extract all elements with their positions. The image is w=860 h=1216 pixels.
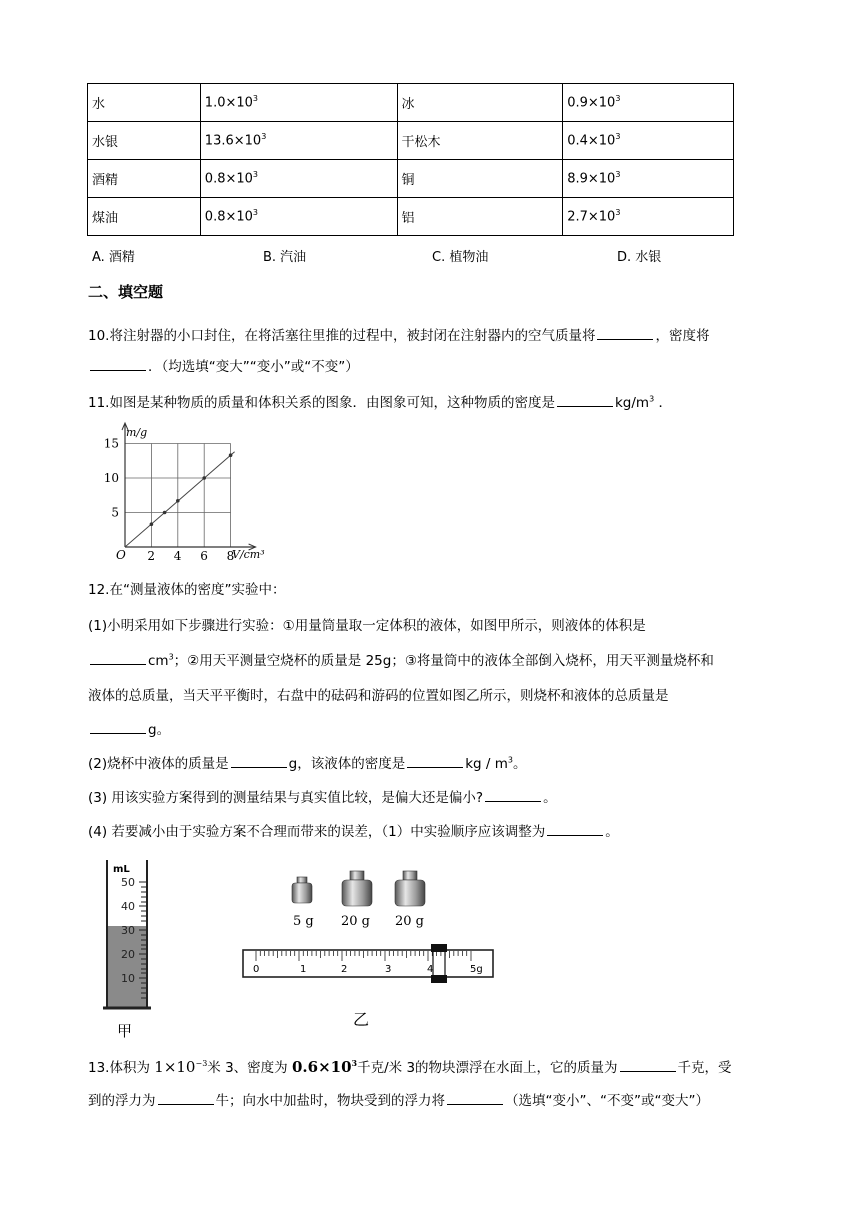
y-tick-label: 10 [103, 471, 119, 485]
y-tick-label: 5 [111, 505, 119, 520]
q13-text: 13.体积为 [88, 1060, 150, 1076]
q13-line1 [88, 1056, 732, 1076]
q12-p1-line4 [88, 718, 170, 738]
option-b: B. 汽油 [263, 250, 307, 265]
q10-text: 10.将注射器的小口封住，在将活塞往里推的过程中，被封闭在注射器内的空气质量将 [88, 328, 596, 344]
chart-grid [125, 444, 231, 548]
scale-label: 5g [470, 964, 483, 975]
section-title: 二、填空题 [88, 283, 164, 301]
answer-blank [90, 721, 146, 734]
q11-text: 11.如图是某种物质的质量和体积关系的图象．由图象可知，这种物质的密度是 [88, 395, 555, 411]
answer-blank [231, 755, 287, 768]
q10-line2 [88, 355, 359, 375]
table-cell: $1.0\times 10^3$ [200, 84, 397, 122]
scale-label: 2 [341, 964, 348, 975]
q13-exp: −3 [195, 1059, 208, 1068]
chart-axes [122, 423, 256, 550]
answer-blank [547, 823, 603, 836]
table-cell: $0.8\times 10^3$ [200, 198, 397, 236]
table-row [88, 160, 734, 198]
q12-text: (4) 若要减小由于实验方案不合理而带来的误差，（1）中实验顺序应该调整为 [88, 824, 546, 840]
scale-label: 4 [427, 964, 434, 975]
q13-volume-value [154, 1058, 207, 1076]
scale-label: 0 [253, 964, 260, 975]
data-point [229, 453, 233, 457]
table-cell: 酒精 [88, 160, 201, 198]
q12-p3 [88, 786, 557, 806]
q11-punct: ． [658, 395, 672, 411]
mass-volume-chart [96, 420, 286, 565]
scale-label: 1 [300, 964, 307, 975]
q12-p1-line2 [88, 649, 714, 669]
data-point [202, 476, 206, 480]
q12-p1-line3: 液体的总质量，当天平平衡时，右盘中的砝码和游码的位置如图乙所示，则烧杯和液体的总质量是 [88, 688, 669, 704]
q12-unit: kg / m [465, 756, 508, 772]
weight-label: 20 g [341, 914, 370, 929]
q12-unit-exp: 3 [507, 755, 513, 765]
table-cell: $2.7\times 10^3$ [563, 198, 734, 236]
option-c: C. 植物油 [432, 250, 489, 265]
q13-text: 、密度为 [233, 1060, 288, 1076]
table-row [88, 198, 734, 236]
q12-unit: cm [148, 653, 169, 669]
q13-coef: 0.6×10 [291, 1058, 352, 1076]
weight-label: 20 g [395, 914, 424, 929]
y-tick-label: 15 [103, 436, 119, 451]
table-cell: $0.4\times 10^3$ [563, 122, 734, 160]
answer-blank [485, 789, 541, 802]
weight-label: 5 g [293, 914, 314, 929]
x-tick-label: 6 [200, 549, 208, 563]
x-tick-label: 2 [147, 549, 156, 563]
q13-text: 到的浮力为 [88, 1093, 156, 1109]
cylinder-liquid [107, 926, 147, 1008]
q10-text: ．（均选填“变大”“变小”或“不变”） [148, 359, 359, 375]
data-point [163, 511, 167, 515]
q12-text: ；②用天平测量空烧杯的质量是 25g；③将量筒中的液体全部倒入烧杯，用天平测量烧杯和 [173, 653, 714, 669]
series-line [125, 452, 235, 547]
balance-caption: 乙 [353, 1010, 370, 1029]
q10-line1 [88, 324, 709, 344]
chart-x-label: V/cm³ [232, 548, 265, 561]
q13-coef: 1×10 [154, 1058, 196, 1076]
chart-ticks [104, 437, 235, 564]
q13-text: 千克，受 [677, 1060, 732, 1076]
q12-text: (2)烧杯中液体的质量是 [88, 756, 229, 772]
option-a: A. 酒精 [92, 250, 135, 265]
q12-title: 12.在“测量液体的密度”实验中： [88, 582, 286, 598]
q11-unit-exp: 3 [649, 394, 655, 404]
chart-y-label: m/g [126, 426, 148, 439]
q13-unit: 米 [207, 1060, 221, 1076]
table-cell: $0.8\times 10^3$ [200, 160, 397, 198]
q12-text: 。 [605, 824, 619, 840]
q12-p4 [88, 820, 619, 840]
answer-blank [158, 1092, 214, 1105]
table-cell: 冰 [397, 84, 563, 122]
answer-blank [620, 1059, 676, 1072]
answer-blank [557, 394, 613, 407]
q12-text: 。 [543, 790, 557, 806]
table-cell: $0.9\times 10^3$ [563, 84, 734, 122]
cylinder-tick: 50 [121, 876, 135, 889]
cylinder-tick: 20 [121, 948, 135, 961]
answer-blank [597, 327, 653, 340]
density-table [87, 83, 734, 236]
q13-exp: 3 [351, 1058, 358, 1068]
cylinder-unit: mL [113, 864, 130, 875]
weight-20g [342, 871, 372, 906]
chart-series [125, 452, 235, 547]
cylinder-tick: 30 [121, 924, 135, 937]
q12-unit-exp: 3 [168, 652, 174, 662]
table-cell: $8.9\times 10^3$ [563, 160, 734, 198]
q12-p2 [88, 752, 526, 772]
chart-origin-label: O [116, 548, 126, 562]
scale-label: 3 [385, 964, 392, 975]
q11-line [88, 391, 672, 411]
table-cell: 铝 [397, 198, 563, 236]
q13-unit: 千克/米 [357, 1060, 403, 1076]
option-d: D. 水银 [617, 250, 662, 265]
data-point [176, 499, 180, 503]
x-tick-label: 8 [226, 549, 235, 563]
data-point [150, 522, 154, 526]
x-tick-label: 4 [173, 549, 182, 563]
table-cell: 干松木 [397, 122, 563, 160]
table-cell: 铜 [397, 160, 563, 198]
table-cell: $13.6\times 10^3$ [200, 122, 397, 160]
answer-blank [407, 755, 463, 768]
table-row [88, 84, 734, 122]
balance-weights-scale [240, 865, 500, 1030]
answer-blank [447, 1092, 503, 1105]
q12-text: (3) 用该实验方案得到的测量结果与真实值比较，是偏大还是偏小? [88, 790, 484, 806]
q13-density-value [292, 1058, 357, 1076]
q13-text: 牛；向水中加盐时，物块受到的浮力将 [215, 1093, 445, 1109]
table-cell: 煤油 [88, 198, 201, 236]
q12-p1-line1: (1)小明采用如下步骤进行实验：①用量筒量取一定体积的液体，如图甲所示，则液体的体积是 [88, 618, 646, 634]
q13-line2 [88, 1089, 709, 1109]
q13-unit-exp: 3 [225, 1060, 234, 1076]
q12-text: g，该液体的密度是 [288, 756, 406, 772]
table-cell: 水银 [88, 122, 201, 160]
table-row [88, 122, 734, 160]
cylinder-tick: 40 [121, 900, 135, 913]
cylinder-tick: 10 [121, 972, 135, 985]
weight-5g [292, 877, 312, 903]
q12-text: g。 [148, 722, 171, 738]
q12-text: 。 [512, 756, 527, 772]
graduated-cylinder [95, 858, 165, 1043]
answer-blank [90, 652, 146, 665]
q13-text: （选填“变小”、“不变”或“变大”） [505, 1093, 709, 1109]
q13-text: 的物块漂浮在水面上，它的质量为 [415, 1060, 618, 1076]
answer-blank [90, 358, 146, 371]
q10-text: ，密度将 [655, 328, 710, 344]
weight-20g [395, 871, 425, 906]
table-cell: 水 [88, 84, 201, 122]
q11-unit: kg/m [614, 395, 650, 411]
q13-unit-exp: 3 [406, 1060, 416, 1076]
cylinder-caption: 甲 [117, 1022, 133, 1040]
